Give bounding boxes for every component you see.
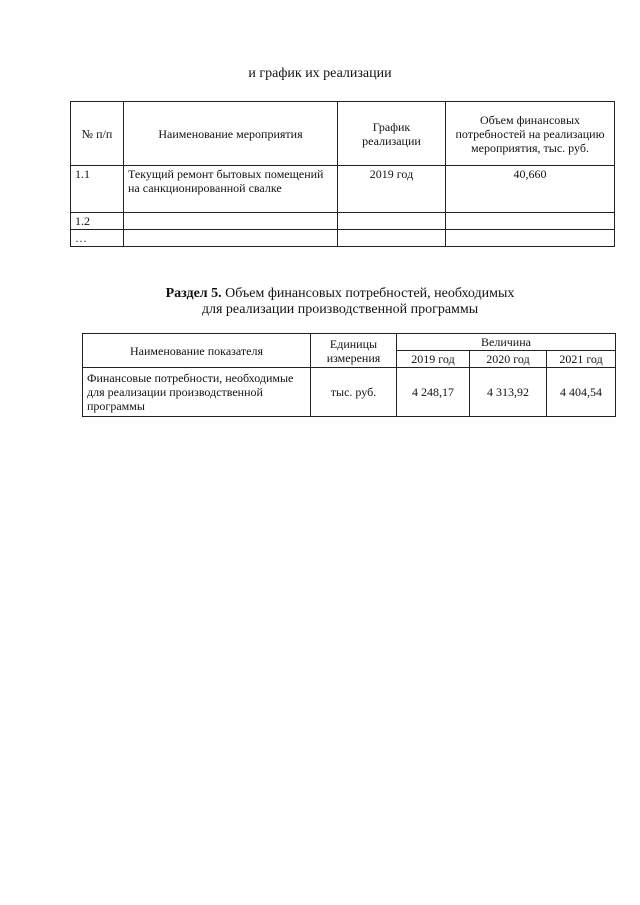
row-finance [446, 230, 615, 247]
header-year-2021: 2021 год [547, 351, 616, 368]
row-value-2021: 4 404,54 [547, 368, 616, 417]
header-schedule: График реализации [338, 102, 446, 166]
section-title-line1: Объем финансовых потребностей, необходимых [225, 286, 515, 301]
activities-table [70, 101, 615, 247]
header-finance: Объем финансовых потребностей на реализацию мероприятия, тыс. руб. [446, 102, 615, 166]
header-unit: Единицы измерения [311, 334, 397, 368]
table-row [71, 230, 615, 247]
section-title-line2: для реализации производственной программы [201, 302, 479, 317]
table-header-row [71, 102, 615, 166]
row-value-2020: 4 313,92 [470, 368, 547, 417]
header-year-2019: 2019 год [397, 351, 470, 368]
header-indicator: Наименование показателя [83, 334, 311, 368]
row-unit: тыс. руб. [311, 368, 397, 417]
header-num: № п/п [71, 102, 124, 166]
table-header-row [83, 334, 616, 351]
row-activity-name [124, 213, 338, 230]
row-activity-name [124, 230, 338, 247]
row-finance: 40,660 [446, 166, 615, 213]
row-schedule [338, 230, 446, 247]
table-row [71, 213, 615, 230]
header-year-2020: 2020 год [470, 351, 547, 368]
table-row [71, 166, 615, 213]
row-num: 1.2 [71, 213, 124, 230]
table-row [83, 368, 616, 417]
header-activity-name: Наименование мероприятия [124, 102, 338, 166]
section-5-heading [0, 286, 640, 318]
plan-heading: и график их реализации [248, 66, 392, 81]
row-value-2019: 4 248,17 [397, 368, 470, 417]
row-num: 1.1 [71, 166, 124, 213]
row-schedule: 2019 год [338, 166, 446, 213]
row-schedule [338, 213, 446, 230]
row-num: … [71, 230, 124, 247]
financial-needs-table [82, 333, 616, 417]
header-value: Величина [397, 334, 616, 351]
row-finance [446, 213, 615, 230]
row-activity-name: Текущий ремонт бытовых помещений на санкционированной свалке [124, 166, 338, 213]
section-label: Раздел 5. [165, 286, 222, 301]
row-indicator: Финансовые потребности, необходимые для реализации производственной программы [83, 368, 311, 417]
